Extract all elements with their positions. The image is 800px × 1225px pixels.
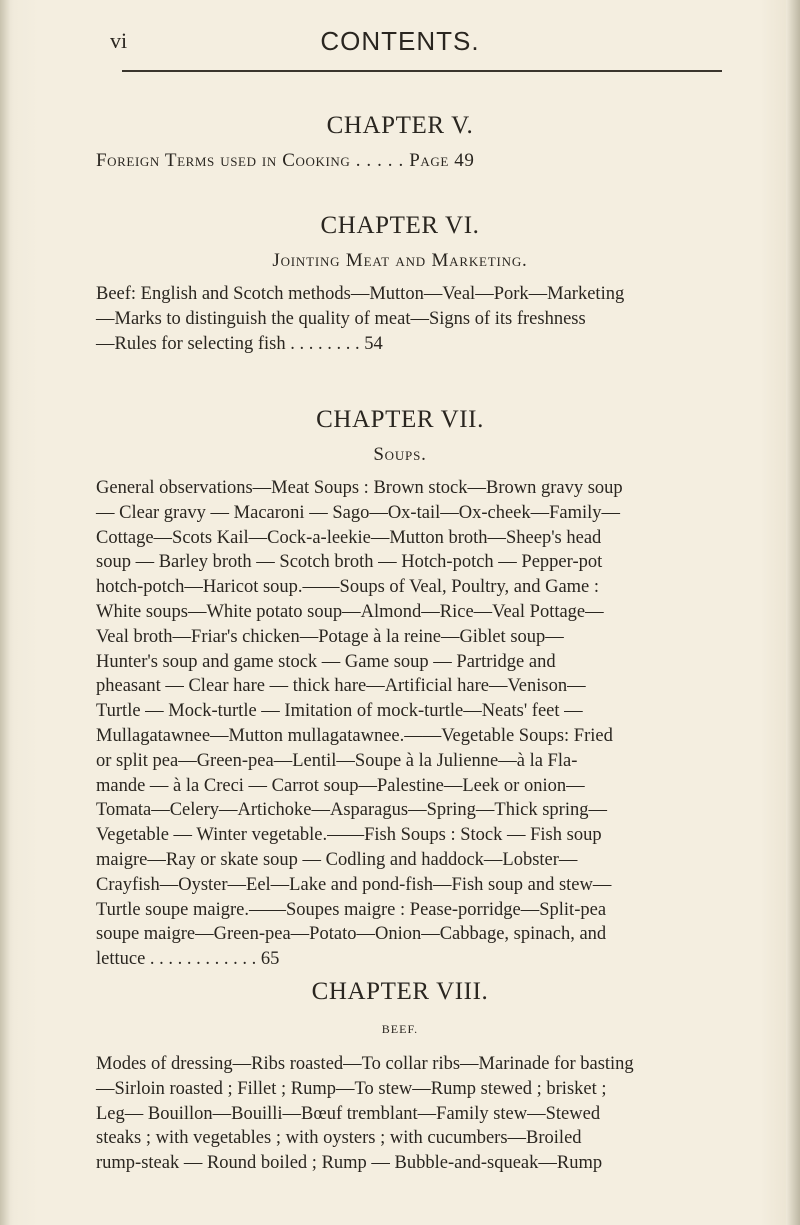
chapter-vii-heading: CHAPTER VII. <box>316 406 484 433</box>
chapter-vii-subtitle: Soups. <box>373 444 427 465</box>
page-number: vi <box>110 28 128 53</box>
chapter-viii-heading: CHAPTER VIII. <box>311 978 489 1005</box>
chapter-vii-contents: General observations—Meat Soups : Brown stock—Brown gravy soup — Clear gravy — Macaroni — Sago—Ox-tail—Ox-cheek—Family— Cottage—Scots Kail—Cock-a-leekie—Mutton broth—Sheep's head soup — Barley broth — Scotch broth — Hotch-potch — Pepper-pot hotch-potch—Haricot soup.——Soups of Veal, Poultry, and Game : White soups—White potato soup—Almond—Rice—Veal Pottage— Veal broth—Friar's chicken—Potage à la reine—Giblet soup— Hunter's soup and game stock — Game soup — Partridge and pheasant — Clear hare — thick hare—Artificial hare—Venison— Turtle — Mock-turtle — Imitation of mock-turtle—Neats' feet — Mullagatawnee—Mutton mullagatawnee.——Vegetable Soups: Fried or split pea—Green-pea—Lentil—Soupe à la Julienne—à la Fla- mande — à la Creci — Carrot soup—Palestine—Leek or onion— Tomata—Celery—Artichoke—Asparagus—Spring—Thick spring— Vegetable — Winter vegetable.——Fish Soups : Stock — Fish soup maigre—Ray or skate soup — Codling and haddock—Lobster— Crayfish—Oyster—Eel—Lake and pond-fish—Fish soup and stew— Turtle soupe maigre.——Soupes maigre : Pease-porridge—Split-pea soupe maigre—Green-pea—Potato—Onion—Cabbage, spinach, and lettuce . . . . . . . . . . . . 65 <box>96 478 623 970</box>
chapter-v-heading: CHAPTER V. <box>326 112 474 139</box>
header-rule <box>122 70 722 72</box>
chapter-viii-contents: Modes of dressing—Ribs roasted—To collar ribs—Marinade for basting —Sirloin roasted ; Fillet ; Rump—To stew—Rump stewed ; brisket ; Leg— Bouillon—Bouilli—Bœuf tremblant—Family stew—Stewed steaks ; with vegetables ; with oysters ; with cucumbers—Broiled rump-steak — Round boiled ; Rump — Bubble-and-squeak—Rump <box>96 1054 634 1174</box>
chapter-v-entry: Foreign Terms used in Cooking . . . . . Page 49 <box>96 150 475 171</box>
page-gutter-shadow <box>0 0 10 1225</box>
page-edge-shadow <box>786 0 800 1225</box>
running-head-title: CONTENTS. <box>320 26 480 56</box>
chapter-vi-heading: CHAPTER VI. <box>320 212 480 239</box>
chapter-vi-subtitle: Jointing Meat and Marketing. <box>272 250 528 271</box>
chapter-viii-subtitle: BEEF. <box>381 1022 419 1036</box>
chapter-vi-contents: Beef: English and Scotch methods—Mutton—Veal—Pork—Marketing —Marks to distinguish the quality of meat—Signs of its freshness —Rules for selecting fish . . . . . . . . 54 <box>96 284 625 354</box>
